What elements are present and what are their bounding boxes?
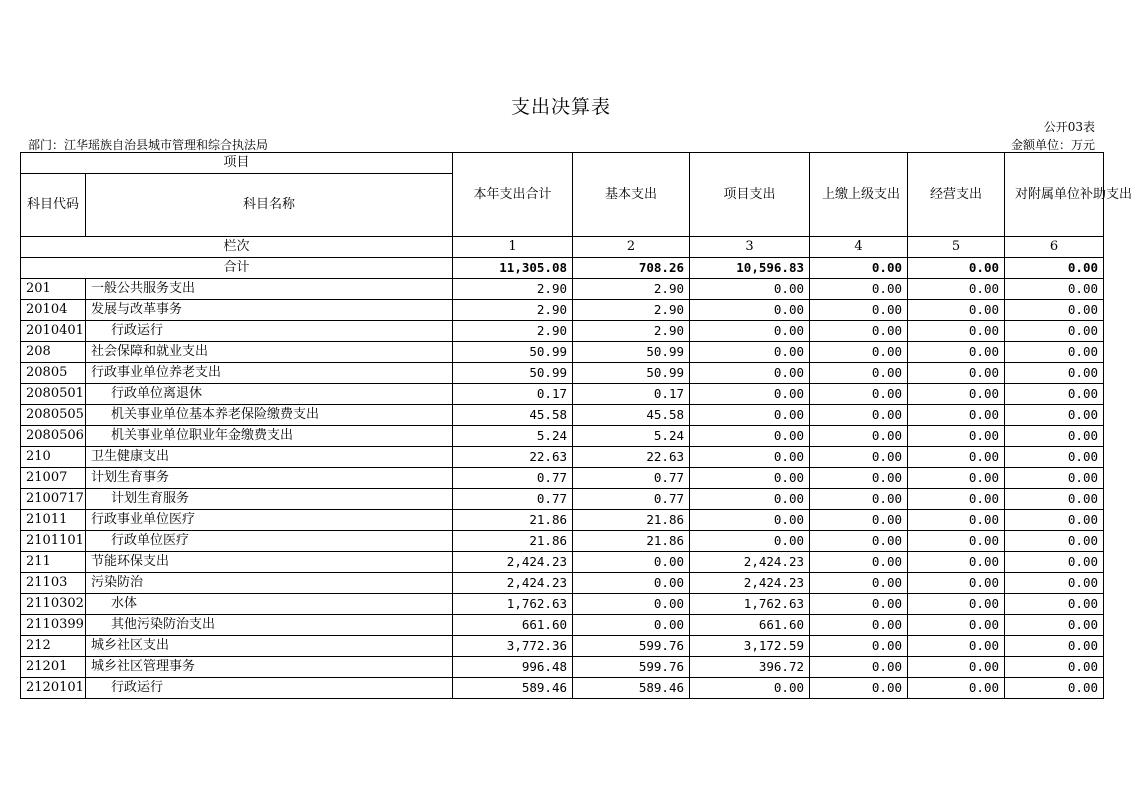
amount-cell: 0.00 [810,426,908,447]
amount-cell: 2.90 [453,300,573,321]
header-basic: 基本支出 [573,153,690,237]
subject-code: 2080501 [21,384,86,405]
amount-cell: 50.99 [453,342,573,363]
amount-cell: 0.00 [810,489,908,510]
amount-cell: 0.00 [690,531,810,552]
table-row [21,531,1104,552]
subject-name [86,447,453,468]
subject-name-text: 社会保障和就业支出 [91,344,209,359]
amount-cell: 0.00 [1005,615,1104,636]
sum-value: 10,596.83 [690,258,810,279]
subject-name-text: 行政运行 [111,680,164,695]
amount-cell: 0.00 [908,573,1005,594]
amount-cell: 0.00 [908,342,1005,363]
amount-cell: 0.00 [908,300,1005,321]
subject-name-text: 城乡社区管理事务 [91,659,196,674]
table-row [21,384,1104,405]
amount-cell: 45.58 [453,405,573,426]
subject-name [86,678,453,699]
amount-cell: 0.00 [1005,636,1104,657]
amount-cell: 396.72 [690,657,810,678]
subject-code: 211 [21,552,86,573]
subject-code: 208 [21,342,86,363]
subject-name [86,573,453,594]
amount-cell: 0.00 [1005,342,1104,363]
subject-code: 2080505 [21,405,86,426]
subject-code: 2080506 [21,426,86,447]
subject-name [86,615,453,636]
amount-cell: 0.00 [908,405,1005,426]
amount-cell: 0.00 [810,468,908,489]
amount-cell: 0.00 [810,384,908,405]
amount-cell: 5.24 [453,426,573,447]
page-title: 支出决算表 [510,96,611,118]
amount-cell: 0.17 [573,384,690,405]
amount-cell: 45.58 [573,405,690,426]
amount-cell: 599.76 [573,636,690,657]
header-project: 项目 [21,153,453,174]
subject-code: 201 [21,279,86,300]
table-row [21,636,1104,657]
amount-cell: 589.46 [453,678,573,699]
subject-name [86,300,453,321]
amount-cell: 0.00 [1005,489,1104,510]
amount-cell: 0.00 [810,363,908,384]
subject-name [86,321,453,342]
subject-code: 212 [21,636,86,657]
subject-name [86,405,453,426]
subject-name [86,510,453,531]
table-row [21,510,1104,531]
amount-cell: 0.00 [810,279,908,300]
subject-name-text: 计划生育事务 [91,470,170,485]
amount-cell: 0.00 [908,384,1005,405]
table-row [21,468,1104,489]
amount-cell: 0.00 [810,678,908,699]
amount-cell: 2,424.23 [690,573,810,594]
table-row [21,342,1104,363]
subject-name-text: 行政事业单位医疗 [91,512,196,527]
column-number: 2 [573,237,690,258]
amount-cell: 2.90 [573,300,690,321]
amount-cell: 0.00 [690,405,810,426]
amount-cell: 0.00 [908,321,1005,342]
subject-name [86,531,453,552]
subject-name-text: 水体 [111,596,138,611]
subject-name [86,426,453,447]
amount-cell: 0.00 [908,489,1005,510]
subject-code: 20104 [21,300,86,321]
header-total: 本年支出合计 [453,153,573,237]
table-row [21,321,1104,342]
amount-cell: 50.99 [453,363,573,384]
amount-cell: 50.99 [573,363,690,384]
table-row [21,279,1104,300]
subject-code: 2110399 [21,615,86,636]
subject-code: 20805 [21,363,86,384]
expenditure-table [20,152,1132,699]
amount-cell: 0.00 [810,405,908,426]
unit-label: 金额单位：万元 [1010,138,1095,152]
amount-cell: 1,762.63 [690,594,810,615]
sum-value: 0.00 [1005,258,1104,279]
table-row [21,405,1104,426]
subject-code: 21011 [21,510,86,531]
header-code: 科目代码 [21,174,86,237]
subject-name-text: 污染防治 [91,575,144,590]
amount-cell: 0.77 [573,468,690,489]
subject-name-text: 行政事业单位养老支出 [91,365,222,380]
amount-cell: 21.86 [573,531,690,552]
form-number: 公开03表 [1043,120,1095,134]
amount-cell: 0.00 [810,573,908,594]
sum-label: 合计 [21,258,453,279]
subject-code: 2010401 [21,321,86,342]
amount-cell: 0.00 [810,636,908,657]
amount-cell: 0.00 [908,531,1005,552]
subject-name-text: 卫生健康支出 [91,449,170,464]
subject-code: 21103 [21,573,86,594]
table-row [21,552,1104,573]
amount-cell: 3,172.59 [690,636,810,657]
amount-cell: 2.90 [453,321,573,342]
table-row [21,426,1104,447]
subject-name [86,594,453,615]
amount-cell: 0.00 [573,573,690,594]
table-row [21,657,1104,678]
amount-cell: 0.00 [1005,279,1104,300]
amount-cell: 0.00 [908,510,1005,531]
amount-cell: 3,772.36 [453,636,573,657]
subject-name [86,342,453,363]
sum-value: 0.00 [908,258,1005,279]
amount-cell: 996.48 [453,657,573,678]
amount-cell: 0.00 [690,279,810,300]
amount-cell: 2.90 [573,279,690,300]
amount-cell: 0.00 [1005,678,1104,699]
amount-cell: 22.63 [573,447,690,468]
amount-cell: 0.00 [690,426,810,447]
sum-value: 708.26 [573,258,690,279]
amount-cell: 661.60 [690,615,810,636]
amount-cell: 0.00 [908,426,1005,447]
table-row [21,615,1104,636]
amount-cell: 0.00 [810,342,908,363]
subject-name [86,279,453,300]
amount-cell: 0.00 [573,615,690,636]
amount-cell: 0.77 [453,468,573,489]
amount-cell: 50.99 [573,342,690,363]
amount-cell: 0.00 [810,615,908,636]
amount-cell: 0.00 [690,321,810,342]
header-business: 经营支出 [908,153,1005,237]
amount-cell: 0.00 [690,489,810,510]
column-number: 1 [453,237,573,258]
amount-cell: 0.00 [810,321,908,342]
amount-cell: 0.00 [908,594,1005,615]
department-label: 部门：江华瑶族自治县城市管理和综合执法局 [28,138,269,152]
amount-cell: 0.00 [810,594,908,615]
amount-cell: 21.86 [453,531,573,552]
sum-row [21,258,1104,279]
amount-cell: 0.00 [810,510,908,531]
amount-cell: 2,424.23 [453,552,573,573]
amount-cell: 0.00 [1005,657,1104,678]
subject-name [86,384,453,405]
amount-cell: 0.00 [908,636,1005,657]
subject-code: 21007 [21,468,86,489]
subject-code: 2110302 [21,594,86,615]
amount-cell: 0.00 [1005,363,1104,384]
column-number: 6 [1005,237,1104,258]
header-row-project [21,153,1104,174]
amount-cell: 21.86 [453,510,573,531]
amount-cell: 0.17 [453,384,573,405]
sum-value: 0.00 [810,258,908,279]
amount-cell: 0.00 [1005,552,1104,573]
amount-cell: 2.90 [573,321,690,342]
amount-cell: 0.00 [690,468,810,489]
amount-cell: 0.00 [1005,447,1104,468]
amount-cell: 0.00 [908,615,1005,636]
amount-cell: 0.00 [908,678,1005,699]
subject-name-text: 行政单位医疗 [111,533,190,548]
amount-cell: 0.00 [690,447,810,468]
table-row [21,447,1104,468]
amount-cell: 0.00 [690,678,810,699]
amount-cell: 0.00 [810,447,908,468]
amount-cell: 0.00 [1005,468,1104,489]
amount-cell: 2,424.23 [690,552,810,573]
amount-cell: 0.00 [908,447,1005,468]
amount-cell: 0.00 [1005,384,1104,405]
amount-cell: 599.76 [573,657,690,678]
subject-name [86,468,453,489]
amount-cell: 0.00 [810,531,908,552]
table-row [21,489,1104,510]
table-row [21,363,1104,384]
table-row [21,573,1104,594]
header-name: 科目名称 [86,174,453,237]
amount-cell: 0.00 [1005,594,1104,615]
subject-name-text: 发展与改革事务 [91,302,183,317]
subject-name-text: 城乡社区支出 [91,638,170,653]
subject-code: 21201 [21,657,86,678]
subject-code: 2100717 [21,489,86,510]
subject-name-text: 其他污染防治支出 [111,617,216,632]
amount-cell: 0.77 [453,489,573,510]
amount-cell: 22.63 [453,447,573,468]
subject-name [86,636,453,657]
table-row [21,300,1104,321]
subject-name-text: 计划生育服务 [111,491,190,506]
subject-name-text: 机关事业单位基本养老保险缴费支出 [111,407,320,422]
header-project-expense: 项目支出 [690,153,810,237]
amount-cell: 2.90 [453,279,573,300]
column-number-row [21,237,1104,258]
amount-cell: 21.86 [573,510,690,531]
amount-cell: 0.00 [1005,426,1104,447]
amount-cell: 589.46 [573,678,690,699]
subject-name-text: 一般公共服务支出 [91,281,196,296]
header-upper: 上缴上级支出 [810,153,908,237]
amount-cell: 0.00 [810,552,908,573]
amount-cell: 0.00 [810,657,908,678]
amount-cell: 0.00 [690,300,810,321]
amount-cell: 0.00 [573,594,690,615]
amount-cell: 0.00 [1005,531,1104,552]
amount-cell: 0.00 [690,510,810,531]
column-number: 5 [908,237,1005,258]
amount-cell: 0.00 [1005,300,1104,321]
column-number-label: 栏次 [21,237,453,258]
subject-name [86,489,453,510]
header-subsidy: 对附属单位补助支出 [1005,153,1104,237]
amount-cell: 0.00 [810,300,908,321]
subject-code: 210 [21,447,86,468]
amount-cell: 0.00 [1005,573,1104,594]
amount-cell: 0.00 [908,657,1005,678]
amount-cell: 0.00 [1005,510,1104,531]
subject-name [86,363,453,384]
amount-cell: 0.77 [573,489,690,510]
amount-cell: 5.24 [573,426,690,447]
subject-name-text: 行政单位离退休 [111,386,203,401]
amount-cell: 0.00 [690,384,810,405]
amount-cell: 0.00 [908,468,1005,489]
table-row [21,594,1104,615]
subject-name-text: 节能环保支出 [91,554,170,569]
subject-code: 2101101 [21,531,86,552]
amount-cell: 0.00 [573,552,690,573]
amount-cell: 661.60 [453,615,573,636]
subject-code: 2120101 [21,678,86,699]
sum-value: 11,305.08 [453,258,573,279]
table-row [21,678,1104,699]
amount-cell: 1,762.63 [453,594,573,615]
subject-name [86,552,453,573]
amount-cell: 0.00 [908,279,1005,300]
amount-cell: 2,424.23 [453,573,573,594]
subject-name-text: 行政运行 [111,323,164,338]
subject-name [86,657,453,678]
amount-cell: 0.00 [908,363,1005,384]
subject-name-text: 机关事业单位职业年金缴费支出 [111,428,294,443]
column-number: 3 [690,237,810,258]
amount-cell: 0.00 [1005,405,1104,426]
amount-cell: 0.00 [690,363,810,384]
amount-cell: 0.00 [908,552,1005,573]
column-number: 4 [810,237,908,258]
amount-cell: 0.00 [690,342,810,363]
amount-cell: 0.00 [1005,321,1104,342]
